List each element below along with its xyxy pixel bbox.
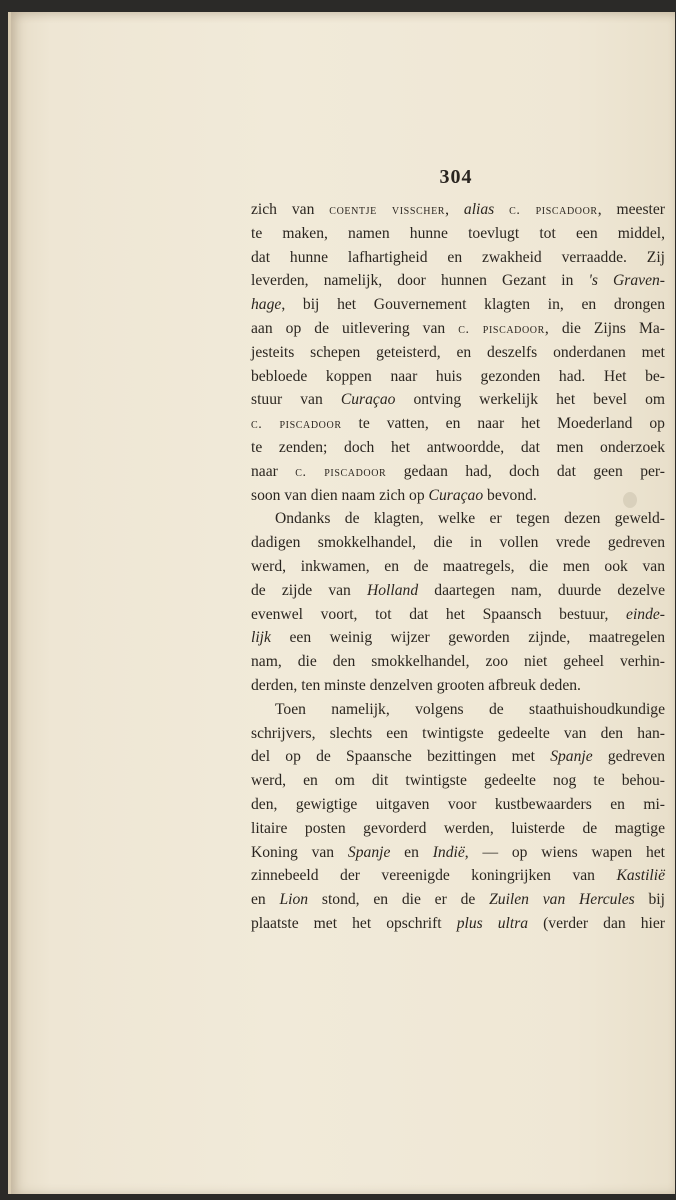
text-line	[251, 674, 665, 698]
text-line	[251, 246, 665, 270]
text-segment: litaire posten gevorderd werden, luisterde de magtige	[251, 819, 665, 837]
text-line	[251, 484, 665, 508]
text-line	[251, 579, 665, 603]
text-segment: stond, en die er de	[308, 891, 490, 909]
text-line	[251, 888, 665, 912]
text-line	[251, 769, 665, 793]
italic-text: hage	[251, 296, 282, 314]
text-segment: gedaan had, doch dat geen per-	[386, 462, 665, 480]
text-segment: te zenden; doch het antwoordde, dat men onderzoek	[251, 438, 665, 456]
text-segment: zich van	[251, 201, 330, 218]
text-segment: , meester	[597, 201, 665, 218]
book-page	[8, 12, 675, 1194]
text-segment: bij	[634, 891, 665, 909]
text-line	[251, 460, 665, 484]
text-line	[251, 817, 665, 841]
text-line	[251, 650, 665, 674]
text-segment: een weinig wijzer geworden zijnde, maatregelen	[270, 629, 665, 647]
italic-text: Indië	[432, 843, 465, 861]
text-segment: , bij het Gouvernement klagten in, en drongen	[281, 296, 665, 314]
small-caps-name: c. piscadoor	[458, 321, 545, 337]
text-segment: te vatten, en naar het Moederland op	[341, 415, 665, 433]
italic-text: plus ultra	[456, 914, 529, 932]
text-line	[251, 341, 665, 365]
text-segment: , — op wiens wapen het	[464, 843, 666, 861]
text-line	[251, 198, 665, 222]
body-text	[251, 198, 665, 936]
text-segment	[494, 201, 509, 218]
text-segment: en	[251, 891, 280, 909]
text-line	[251, 841, 665, 865]
text-segment: nam, die den smokkelhandel, zoo niet geheel verhin-	[251, 653, 665, 671]
text-segment: bevond.	[483, 486, 537, 504]
text-segment: jesteits schepen geteisterd, en deszelfs onderdanen met	[251, 343, 665, 361]
text-segment: werd, en om dit twintigste gedeelte nog te behou-	[251, 772, 665, 790]
text-segment: naar	[251, 462, 296, 480]
text-line	[251, 293, 665, 317]
text-segment: stuur van	[251, 391, 341, 409]
italic-text: Zuilen van Hercules	[489, 891, 635, 909]
text-segment: (verder dan hier	[528, 914, 665, 932]
italic-text: Curaçao	[428, 486, 484, 504]
small-caps-name: c. piscadoor	[295, 464, 387, 480]
small-caps-name: c. piscadoor	[509, 203, 598, 218]
text-line	[251, 269, 665, 293]
text-segment: werd, inkwamen, en de maatregels, die men ook van	[251, 557, 665, 575]
text-segment: del op de Spaansche bezittingen met	[251, 748, 551, 766]
text-segment: ontving werkelijk het bevel om	[395, 391, 665, 409]
text-segment: soon van dien naam zich op	[251, 486, 429, 504]
text-line	[251, 864, 665, 888]
text-line	[251, 222, 665, 246]
text-line	[251, 793, 665, 817]
italic-text: 's Graven-	[588, 272, 665, 290]
paper-smudge	[623, 492, 637, 508]
italic-text: Lion	[279, 891, 309, 909]
text-line	[251, 436, 665, 460]
text-segment: te maken, namen hunne toevlugt tot een middel,	[251, 224, 665, 242]
text-line	[251, 531, 665, 555]
text-segment: dat hunne lafhartigheid en zwakheid verraadde. Zij	[251, 248, 665, 266]
text-line	[251, 412, 665, 436]
text-segment: evenwel voort, tot dat het Spaansch bestuur,	[251, 605, 627, 623]
text-segment: , die Zijns Ma-	[544, 319, 665, 337]
page-number: 304	[439, 166, 473, 188]
text-segment: bebloede koppen naar huis gezonden had. Het be-	[251, 367, 665, 385]
text-segment: en	[390, 843, 433, 861]
text-segment: Toen namelijk, volgens de staathuishoudkundige	[275, 700, 665, 718]
text-segment: gedreven	[592, 748, 666, 766]
italic-text: lijk	[251, 629, 271, 647]
text-segment: aan op de uitlevering van	[251, 319, 459, 337]
text-segment: schrijvers, slechts een twintigste gedeelte van den han-	[251, 724, 665, 742]
text-segment: Ondanks de klagten, welke er tegen dezen geweld-	[275, 510, 665, 528]
small-caps-name: c. piscadoor	[251, 417, 342, 433]
text-segment: ,	[445, 201, 464, 218]
text-segment: derden, ten minste denzelven grooten afbreuk deden.	[251, 676, 581, 694]
text-line	[251, 365, 665, 389]
italic-text: Holland	[367, 581, 419, 599]
italic-text: alias	[463, 201, 495, 218]
text-segment: dadigen smokkelhandel, die in vollen vrede gedreven	[251, 534, 665, 552]
italic-text: Curaçao	[340, 391, 396, 409]
text-segment: leverden, namelijk, door hunnen Gezant in	[251, 272, 589, 290]
text-line	[251, 722, 665, 746]
text-line	[251, 555, 665, 579]
italic-text: Spanje	[550, 748, 593, 766]
small-caps-name: coentje visscher	[329, 203, 446, 218]
italic-text: einde-	[626, 605, 665, 623]
text-line	[251, 603, 665, 627]
text-line	[251, 507, 665, 531]
text-segment: plaatste met het opschrift	[251, 914, 457, 932]
text-segment: daartegen nam, duurde dezelve	[418, 581, 665, 599]
text-line	[251, 626, 665, 650]
text-line	[251, 912, 665, 936]
text-line	[251, 698, 665, 722]
italic-text: Spanje	[347, 843, 391, 861]
text-line	[251, 317, 665, 341]
italic-text: Kastilië	[616, 867, 665, 885]
text-segment: zinnebeeld der vereenigde koningrijken van	[251, 867, 617, 885]
page-content	[11, 12, 675, 1194]
text-line	[251, 745, 665, 769]
text-segment: de zijde van	[251, 581, 367, 599]
text-segment: den, gewigtige uitgaven voor kustbewaarders en mi-	[251, 795, 665, 813]
text-segment: Koning van	[251, 843, 348, 861]
text-line	[251, 388, 665, 412]
